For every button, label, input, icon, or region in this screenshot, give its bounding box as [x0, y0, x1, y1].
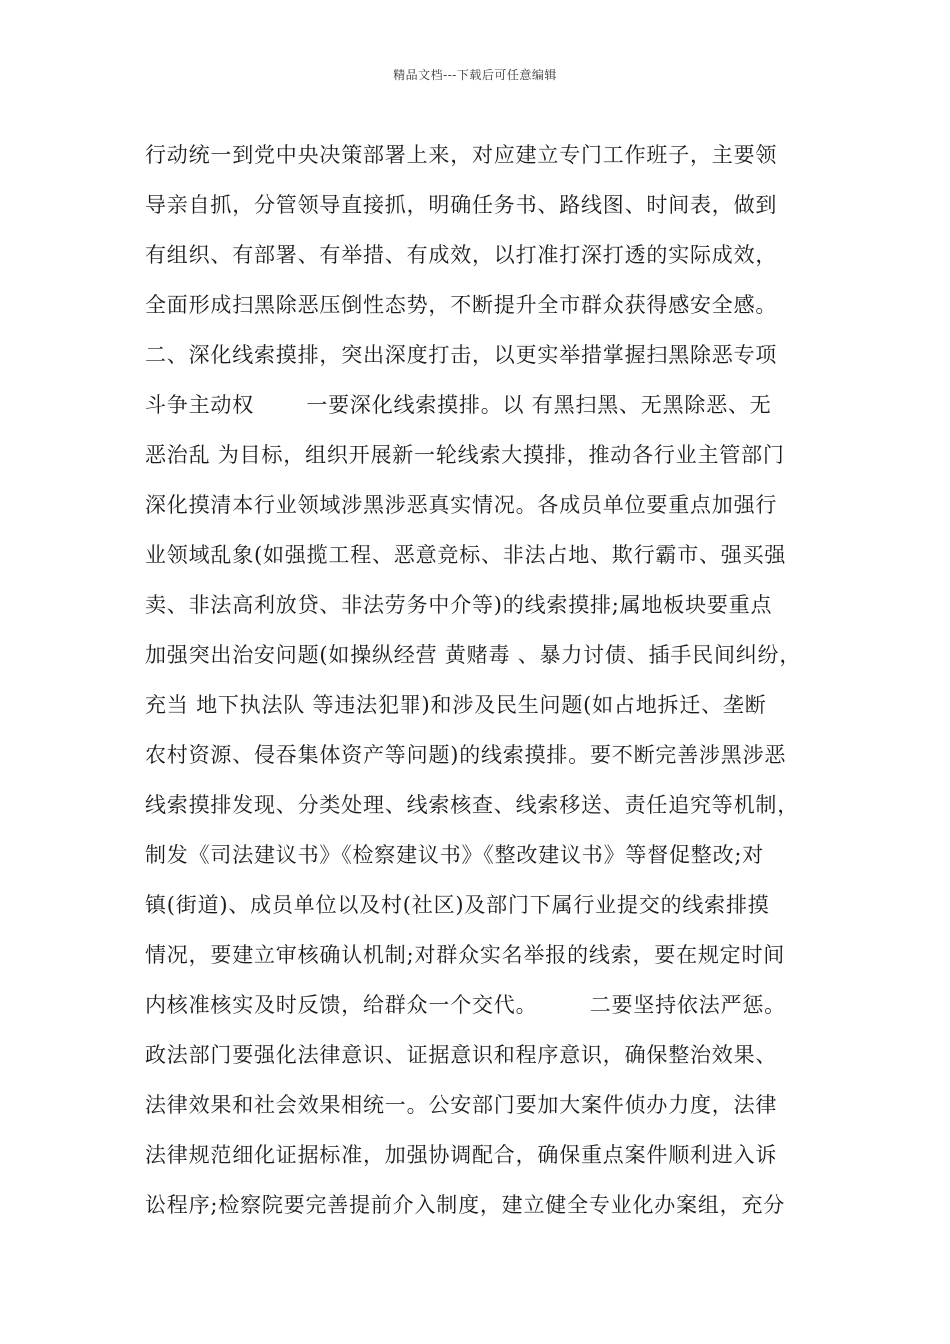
body-line: 法律规范细化证据标准，加强协调配合，确保重点案件顺利进入诉 [145, 1143, 778, 1167]
page-header: 精品文档---下载后可任意编辑 [393, 68, 557, 82]
section-heading-line: 二、深化线索摸排，突出深度打击，以更实举措掌握扫黑除恶专项 [145, 343, 778, 367]
body-line: 深化摸清本行业领域涉黑涉恶真实情况。各成员单位要重点加强行 [145, 493, 778, 517]
body-line: 导亲自抓，分管领导直接抓，明确任务书、路线图、时间表，做到 [145, 193, 778, 217]
body-line: 政法部门要强化法律意识、证据意识和程序意识，确保整治效果、 [145, 1043, 778, 1067]
body-line: 制发《司法建议书》《检察建议书》《整改建议书》等督促整改;对 [145, 843, 765, 867]
body-line: 有组织、有部署、有举措、有成效，以打准打深打透的实际成效， [145, 243, 778, 267]
body-line: 内核准核实及时反馈，给群众一个交代。 二要坚持依法严惩。 [145, 993, 786, 1017]
body-line: 恶治乱 为目标，组织开展新一轮线索大摸排，推动各行业主管部门 [145, 443, 785, 467]
body-line: 法律效果和社会效果相统一。公安部门要加大案件侦办力度，法律 [145, 1093, 778, 1117]
body-line: 斗争主动权 一要深化线索摸排。以 有黑扫黑、无黑除恶、无 [145, 393, 772, 417]
document-body [145, 130, 825, 1230]
body-line: 加强突出治安问题(如操纵经营 黄赌毒 、暴力讨债、插手民间纠纷， [145, 643, 802, 667]
body-line: 卖、非法高利放贷、非法劳务中介等)的线索摸排;属地板块要重点 [145, 593, 773, 617]
body-line: 行动统一到党中央决策部署上来，对应建立专门工作班子，主要领 [145, 143, 778, 167]
body-line: 充当 地下执法队 等违法犯罪)和涉及民生问题(如占地拆迁、垄断 [145, 693, 767, 717]
body-line: 线索摸排发现、分类处理、线索核查、线索移送、责任追究等机制， [145, 793, 799, 817]
body-line: 情况，要建立审核确认机制;对群众实名举报的线索，要在规定时间 [145, 943, 786, 967]
body-line: 全面形成扫黑除恶压倒性态势，不断提升全市群众获得感安全感。 [145, 293, 778, 317]
body-line: 镇(街道)、成员单位以及村(社区)及部门下属行业提交的线索排摸 [145, 893, 770, 917]
body-line: 农村资源、侵吞集体资产等问题)的线索摸排。要不断完善涉黑涉恶 [145, 743, 787, 767]
body-line: 业领域乱象(如强揽工程、恶意竞标、非法占地、欺行霸市、强买强 [145, 543, 787, 567]
body-line: 讼程序;检察院要完善提前介入制度，建立健全专业化办案组，充分 [145, 1193, 786, 1217]
